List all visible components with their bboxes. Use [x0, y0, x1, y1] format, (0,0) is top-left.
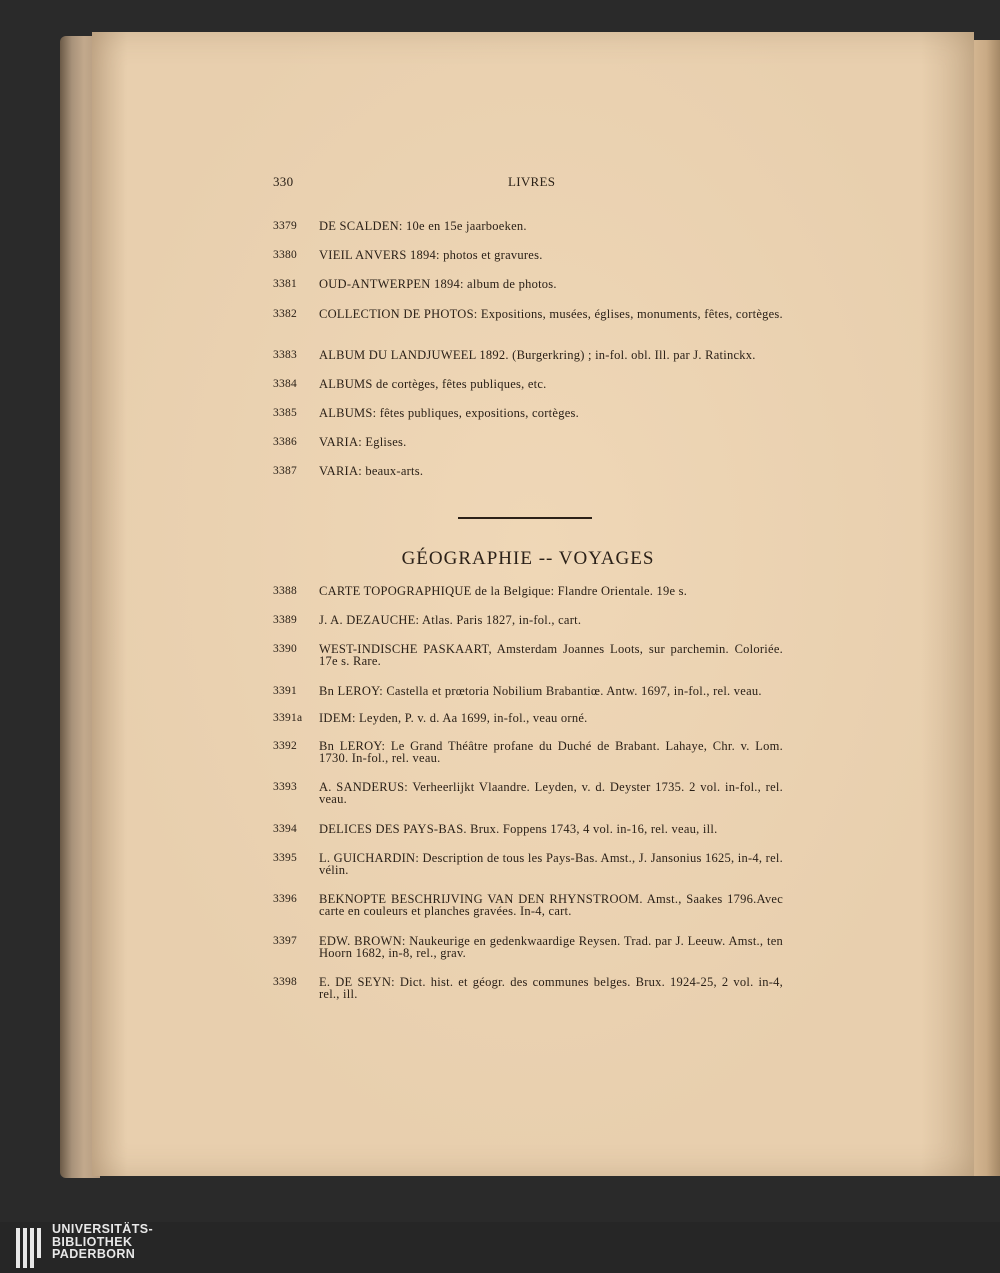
entry-number: 3398	[273, 976, 297, 988]
catalog-entry	[273, 308, 783, 320]
entry-number: 3385	[273, 407, 297, 419]
catalog-entry	[273, 465, 783, 477]
entry-text: VARIA: Eglises.	[319, 435, 407, 449]
catalog-entry	[273, 220, 783, 232]
entry-text: IDEM: Leyden, P. v. d. Aa 1699, in-fol., veau orné.	[319, 711, 588, 725]
entry-number: 3380	[273, 249, 297, 261]
entry-number: 3382	[273, 308, 297, 320]
entry-number: 3383	[273, 349, 297, 361]
entry-number: 3394	[273, 823, 297, 835]
entry-number: 3384	[273, 378, 297, 390]
entry-number: 3389	[273, 614, 297, 626]
catalog-entry	[273, 976, 783, 1000]
entry-text: DE SCALDEN: 10e en 15e jaarboeken.	[319, 219, 527, 233]
catalog-entry	[273, 614, 783, 626]
section-divider	[458, 517, 592, 519]
entry-number: 3391	[273, 685, 297, 697]
entry-text: WEST-INDISCHE PASKAART, Amsterdam Joannes Loots, sur parchemin. Coloriée. 17e s. Rare.	[319, 642, 783, 668]
page-number: 330	[273, 174, 294, 189]
entry-text: Bn LEROY: Castella et prœtoria Nobilium Brabantiœ. Antw. 1697, in-fol., rel. veau.	[319, 684, 762, 698]
catalog-entry	[273, 278, 783, 290]
entry-number: 3393	[273, 781, 297, 793]
entry-number: 3388	[273, 585, 297, 597]
entry-text: E. DE SEYN: Dict. hist. et géogr. des communes belges. Brux. 1924-25, 2 vol. in-4, rel., ill.	[319, 975, 783, 1001]
catalog-entry	[273, 740, 783, 764]
catalog-entry	[273, 823, 783, 835]
catalog-entry	[273, 436, 783, 448]
section-title: GÉOGRAPHIE -- VOYAGES	[401, 548, 655, 569]
logo-line: PADERBORN	[52, 1247, 136, 1261]
entry-number: 3395	[273, 852, 297, 864]
catalog-entry	[273, 407, 783, 419]
entry-text: J. A. DEZAUCHE: Atlas. Paris 1827, in-fol., cart.	[319, 613, 582, 627]
entry-text: VARIA: beaux-arts.	[319, 464, 424, 478]
entry-text: COLLECTION DE PHOTOS: Expositions, musées, églises, monuments, fêtes, cortèges.	[319, 307, 783, 321]
entry-number: 3396	[273, 893, 297, 905]
entry-number: 3381	[273, 278, 297, 290]
entry-number: 3391a	[273, 712, 303, 724]
entry-text: DELICES DES PAYS-BAS. Brux. Foppens 1743, 4 vol. in-16, rel. veau, ill.	[319, 822, 718, 836]
catalog-entry	[273, 893, 783, 917]
library-logo-text	[52, 1223, 153, 1261]
catalog-entry	[273, 585, 783, 597]
entry-text: VIEIL ANVERS 1894: photos et gravures.	[319, 248, 543, 262]
catalog-entry	[273, 852, 783, 876]
entry-text: L. GUICHARDIN: Description de tous les Pays-Bas. Amst., J. Jansonius 1625, in-4, rel. vélin.	[319, 851, 783, 877]
entry-text: ALBUMS de cortèges, fêtes publiques, etc.	[319, 377, 547, 391]
entry-text: A. SANDERUS: Verheerlijkt Vlaandre. Leyden, v. d. Deyster 1735. 2 vol. in-fol., rel. veau.	[319, 780, 783, 806]
catalog-entry	[273, 378, 783, 390]
entry-text: BEKNOPTE BESCHRIJVING VAN DEN RHYNSTROOM. Amst., Saakes 1796.Avec carte en couleurs et planches gravées. In-4, cart.	[319, 892, 783, 918]
catalog-entry	[273, 349, 783, 361]
entry-text: ALBUM DU LANDJUWEEL 1892. (Burgerkring) ; in-fol. obl. Ill. par J. Ratinckx.	[319, 348, 756, 362]
entry-text: CARTE TOPOGRAPHIQUE de la Belgique: Flandre Orientale. 19e s.	[319, 584, 688, 598]
catalog-entry	[273, 249, 783, 261]
catalog-entry	[273, 935, 783, 959]
logo-line: UNIVERSITÄTS-	[52, 1222, 154, 1236]
entry-number: 3386	[273, 436, 297, 448]
entry-number: 3390	[273, 643, 297, 655]
catalog-entry	[273, 685, 783, 697]
entry-number: 3392	[273, 740, 297, 752]
entry-number: 3387	[273, 465, 297, 477]
logo-line: BIBLIOTHEK	[52, 1234, 133, 1249]
catalog-entry	[273, 712, 783, 724]
catalog-entry	[273, 781, 783, 805]
entry-number: 3397	[273, 935, 297, 947]
entry-text: Bn LEROY: Le Grand Théâtre profane du Duché de Brabant. Lahaye, Chr. v. Lom. 1730. In-fol., rel. veau.	[319, 739, 783, 765]
book-page	[92, 32, 974, 1176]
catalog-entry	[273, 643, 783, 667]
entry-text: EDW. BROWN: Naukeurige en gedenkwaardige Reysen. Trad. par J. Leeuw. Amst., ten Hoorn 1682, in-8, rel., grav.	[319, 934, 783, 960]
entry-text: OUD-ANTWERPEN 1894: album de photos.	[319, 277, 557, 291]
entry-number: 3379	[273, 220, 297, 232]
university-library-logo-icon	[16, 1226, 42, 1270]
section-heading: LIVRES	[508, 174, 556, 189]
entry-text: ALBUMS: fêtes publiques, expositions, cortèges.	[319, 406, 579, 420]
